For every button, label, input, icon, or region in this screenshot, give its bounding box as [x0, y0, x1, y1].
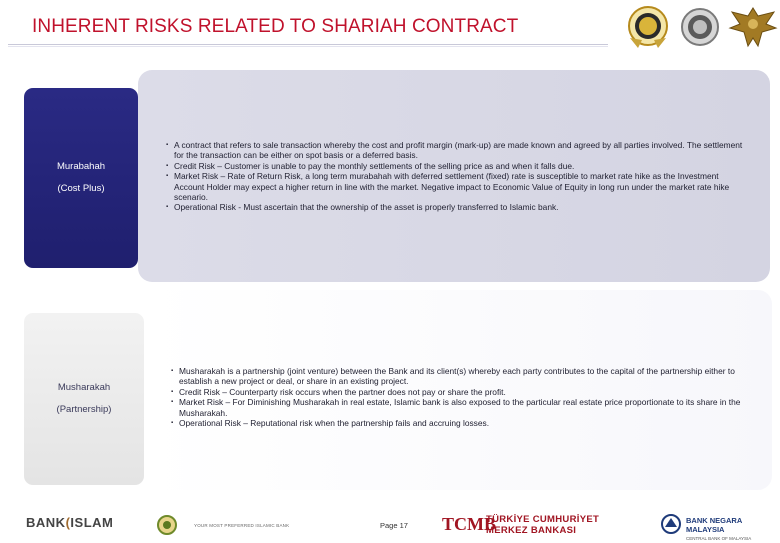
bullet-icon: ▪: [166, 204, 169, 211]
bnm-name: BANK NEGARA MALAYSIA CENTRAL BANK OF MALAYSIA: [686, 516, 752, 541]
bullet-icon: ▪: [166, 162, 169, 169]
musharakah-label: Musharakah: [57, 382, 111, 393]
bullet-icon: ▪: [166, 142, 169, 148]
list-item: ▪ Market Risk – Rate of Return Risk, a long term murabahah with deferred settlement (fixed) rate is susceptible to market rate hike as the Investment Account Holder may expect a higher return in line with the market. Negative impact to Economic Value of Equity in long run under the market rate hike scenario.: [166, 171, 730, 203]
header-logos: [620, 2, 778, 50]
musharakah-risk-list: [171, 366, 751, 428]
musharakah-sublabel: (Partnership): [56, 404, 112, 415]
murabahah-label-box: [24, 88, 138, 268]
list-item: ▪ Credit Risk – Counterparty risk occurs when the partner does not pay or share the profit.: [171, 386, 506, 397]
title-divider-secondary: [8, 46, 608, 47]
bullet-icon: ▪: [166, 173, 169, 180]
bullet-icon: ▪: [171, 388, 174, 395]
page-number: Page 17: [380, 521, 408, 530]
list-item: ▪ Operational Risk – Reputational risk when the partnership fails and accruing losses.: [171, 418, 490, 429]
tcmb-logo-icon: [442, 510, 496, 538]
murabahah-sublabel: (Cost Plus): [57, 183, 105, 194]
bank-islam-logo: BANK(ISLAM: [26, 515, 114, 530]
eagle-emblem-logo: [728, 2, 778, 50]
list-item: ▪ Market Risk – For Diminishing Musharakah in real estate, Islamic bank is also exposed to the particular real estate price proportionate to its share in the Musharakah.: [171, 397, 741, 418]
footer: [0, 506, 780, 540]
crest-logo: [156, 514, 178, 536]
award-seal-logo: [624, 4, 672, 50]
silver-seal-logo: [678, 6, 722, 48]
title-divider: [8, 44, 608, 45]
svg-text:TCMB: TCMB: [442, 514, 496, 534]
list-item: ▪ A contract that refers to sale transaction whereby the cost and profit margin (mark-up) are made known and agreed by all parties involved. The settlement for the transaction can be either on spot basis or a deferred basis.: [166, 140, 743, 161]
bullet-icon: ▪: [171, 399, 174, 406]
page-title: INHERENT RISKS RELATED TO SHARIAH CONTRACT: [32, 16, 519, 37]
list-item: ▪ Operational Risk - Must ascertain that the ownership of the asset is properly transferred to Islamic bank.: [166, 202, 559, 213]
musharakah-label-box: [24, 313, 144, 485]
tagline: YOUR MOST PREFERRED ISLAMIC BANK: [194, 523, 290, 528]
murabahah-label: Murabahah: [56, 161, 106, 172]
murabahah-risk-list: [166, 140, 746, 213]
tcmb-name: TÜRKİYE CUMHURİYET MERKEZ BANKASI: [486, 514, 600, 536]
bnm-emblem-icon: [660, 513, 682, 535]
list-item: ▪ Musharakah is a partnership (joint venture) between the Bank and its client(s) whereby each party contributes to the capital of the partnership either to establish a new project or deal, or share in an existing project.: [171, 366, 735, 387]
bullet-icon: ▪: [171, 368, 174, 374]
list-item: ▪ Credit Risk – Customer is unable to pay the monthly settlements of the selling price as and when it falls due.: [166, 160, 575, 171]
bullet-icon: ▪: [171, 420, 174, 427]
